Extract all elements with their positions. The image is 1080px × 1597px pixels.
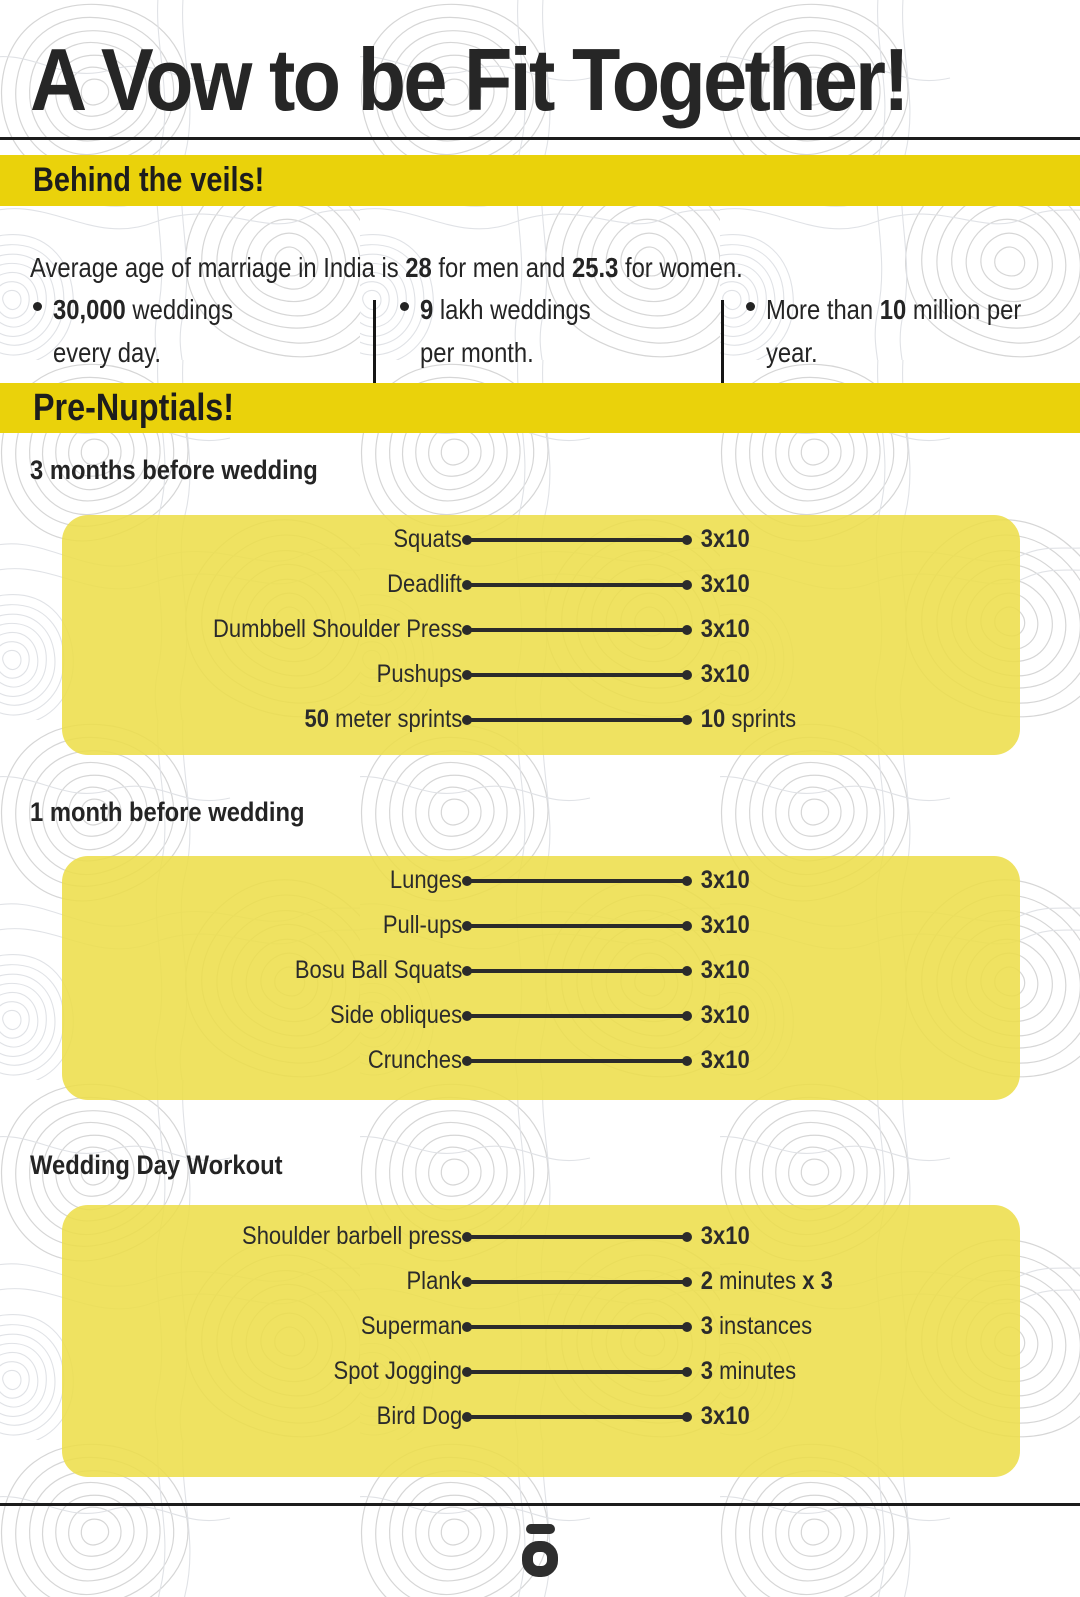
exercise-value: 3x10	[700, 956, 750, 984]
stat-text: 9 lakh weddings per month.	[420, 294, 591, 369]
connector-line	[465, 583, 689, 587]
stat-text: More than 10 million per year.	[766, 294, 1022, 369]
exercise-label: Deadlift	[387, 570, 462, 598]
workout-heading-1-month: 1 month before wedding	[30, 797, 305, 827]
connector-line	[465, 1280, 689, 1284]
exercise-label: Superman	[360, 1312, 462, 1340]
exercise-label: Side obliques	[329, 1001, 462, 1029]
connector-line	[465, 628, 689, 632]
stat-weddings-per-day	[33, 288, 373, 388]
workout-heading-3-months: 3 months before wedding	[30, 455, 318, 485]
bullet-dot-icon	[33, 302, 42, 311]
exercise-value: 3x10	[700, 866, 750, 894]
bullet-dot-icon	[746, 302, 755, 311]
section-banner-pre-nuptials	[0, 383, 1080, 433]
exercise-value: 3 instances	[700, 1312, 813, 1340]
exercise-label: Lunges	[389, 866, 462, 894]
connector-line	[465, 1415, 689, 1419]
title-divider-line	[0, 137, 1080, 140]
exercise-row	[90, 1394, 992, 1439]
connector-line	[465, 538, 689, 542]
connector-line	[465, 1235, 689, 1239]
exercise-label: Plank	[406, 1267, 462, 1295]
exercise-row	[90, 697, 992, 742]
exercise-value: 3 minutes	[700, 1357, 797, 1385]
exercise-label: Bird Dog	[376, 1402, 462, 1430]
cult-ring-logo-icon	[522, 1524, 558, 1577]
exercise-value: 3x10	[700, 525, 750, 553]
exercise-value: 3x10	[700, 1402, 750, 1430]
marriage-age-statement: Average age of marriage in India is 28 for men and 25.3 for women.	[30, 252, 743, 283]
exercise-row	[90, 1349, 992, 1394]
exercise-row	[90, 607, 992, 652]
workout-card-1-month	[62, 856, 1020, 1100]
connector-line	[465, 879, 689, 883]
exercise-label: Spot Jogging	[333, 1357, 462, 1385]
exercise-row	[90, 1214, 992, 1259]
exercise-row	[90, 948, 992, 993]
exercise-row	[90, 1259, 992, 1304]
banner-label: Pre-Nuptials!	[33, 386, 235, 429]
connector-line	[465, 1325, 689, 1329]
exercise-value: 3x10	[700, 615, 750, 643]
exercise-row	[90, 858, 992, 903]
exercise-label: Shoulder barbell press	[241, 1222, 462, 1250]
exercise-label: 50 meter sprints	[304, 705, 462, 733]
logo-macron-bar	[526, 1524, 555, 1534]
workout-heading-wedding-day: Wedding Day Workout	[30, 1150, 283, 1180]
wedding-stats-row	[33, 288, 1054, 388]
page-title: A Vow to be Fit Together!	[30, 30, 907, 129]
exercise-value: 10 sprints	[700, 705, 797, 733]
exercise-value: 3x10	[700, 911, 750, 939]
section-banner-behind-the-veils	[0, 155, 1080, 206]
exercise-label: Pushups	[376, 660, 462, 688]
exercise-label: Squats	[393, 525, 462, 553]
exercise-label: Bosu Ball Squats	[294, 956, 462, 984]
banner-label: Behind the veils!	[33, 161, 265, 199]
exercise-value: 3x10	[700, 1046, 750, 1074]
bullet-dot-icon	[400, 302, 409, 311]
exercise-label: Dumbbell Shoulder Press	[212, 615, 462, 643]
exercise-value: 3x10	[700, 1222, 750, 1250]
exercise-label: Crunches	[367, 1046, 462, 1074]
workout-card-3-months	[62, 515, 1020, 755]
exercise-row	[90, 652, 992, 697]
stat-weddings-per-month	[376, 288, 721, 388]
exercise-row	[90, 1038, 992, 1083]
stat-text: 30,000 weddings every day.	[53, 294, 233, 369]
connector-line	[465, 1059, 689, 1063]
connector-line	[465, 718, 689, 722]
connector-line	[465, 673, 689, 677]
exercise-row	[90, 517, 992, 562]
stat-weddings-per-year	[724, 288, 1068, 388]
exercise-row	[90, 993, 992, 1038]
workout-card-wedding-day	[62, 1205, 1020, 1477]
footer-divider-line	[0, 1503, 1080, 1506]
exercise-row	[90, 1304, 992, 1349]
exercise-label: Pull-ups	[382, 911, 462, 939]
exercise-value: 2 minutes x 3	[700, 1267, 833, 1295]
logo-ring	[522, 1541, 558, 1577]
exercise-value: 3x10	[700, 1001, 750, 1029]
connector-line	[465, 924, 689, 928]
exercise-value: 3x10	[700, 570, 750, 598]
exercise-row	[90, 562, 992, 607]
exercise-row	[90, 903, 992, 948]
connector-line	[465, 1370, 689, 1374]
connector-line	[465, 1014, 689, 1018]
connector-line	[465, 969, 689, 973]
exercise-value: 3x10	[700, 660, 750, 688]
